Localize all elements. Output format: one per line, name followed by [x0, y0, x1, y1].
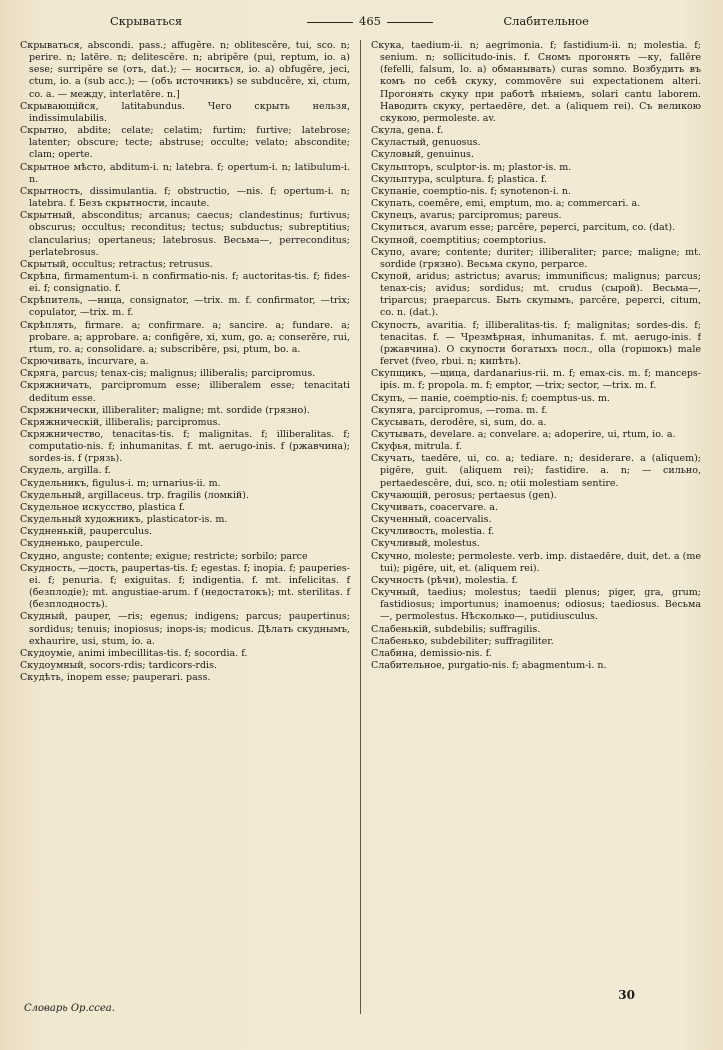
dictionary-entry: Скутывать, develare. a; convelare. a; adoperire, ui, rtum, io. a. [371, 429, 676, 440]
dictionary-entry: Слабительное, purgatio-nis. f; abagmentum-i. n. [371, 659, 607, 671]
header-number: 465 [359, 14, 381, 28]
dictionary-entry: Скрытно, abdite; celate; celatim; furtim; furtive; latebrose; latenter; obscure; tecte; abstruse; occulte; velato; abscondite; clam; operte. [20, 125, 350, 161]
dictionary-entry: Скряжнически, illiberaliter; maligne; mt. sordide (грязно). [20, 404, 310, 416]
dictionary-entry: Скупной, coemptitius; coemptorius. [371, 234, 547, 246]
dictionary-entry: Скучающій, perosus; pertaesus (gen). [371, 489, 557, 501]
dictionary-entry: Слабина, demissio-nis. f. [371, 647, 492, 659]
dictionary-entry: Скула, gena. f. [371, 125, 444, 137]
dictionary-entry: Скудельникъ, figulus-i. m; urnarius-ii. m. [20, 477, 221, 489]
column-divider [360, 40, 361, 1014]
dictionary-entry: Скрючивать, incurvare, a. [20, 356, 149, 368]
header-rule-left [307, 22, 353, 23]
dictionary-entry: Скудельное искусство, plastica f. [20, 501, 186, 513]
header-rule-right [387, 22, 433, 23]
dictionary-entry: Скудненькій, pauperculus. [20, 526, 153, 538]
dictionary-entry: Скупщикъ, —щица, dardanarius-rii. m. f; emax-cis. m. f; manceps-ipis. m. f; propola. m. f; emptor, —trix; sector, —trix. m. f. [371, 368, 701, 392]
dictionary-entry: Скудоуміе, animi imbecillitas-tis. f; socordia. f. [20, 647, 248, 659]
dictionary-entry: Слабенько, subdebiliter; suffragiliter. [371, 635, 554, 647]
signature-number: 30 [618, 988, 635, 1002]
dictionary-entry: Скудель, argilla. f. [20, 465, 111, 477]
dictionary-entry: Скупаніе, coemptio-nis. f; synotenon-i. n. [371, 185, 572, 197]
dictionary-entry: Скука, taedium-ii. n; aegrimonia. f; fastidium-ii. n; molestia. f; senium. n; sollicitudo-inis. f. Сномъ прогонять —ку, fallĕre (fefelli, falsum, lo. a) обманывать) curas somno. Возбудить въ комъ по себѣ скуку, commovēre sui expectationem alteri. Прогонять скуку при работѣ пѣніемъ, solari cantu laborem. Наводить скуку, pertaedēre, det. a (aliquem rei). Съ великою скукою, permoleste. av. [371, 40, 701, 124]
dictionary-entry: Скупецъ, avarus; parcipromus; pareus. [371, 210, 562, 222]
dictionary-entry: Скупиться, avarum esse; parcĕre, peperci, parcitum, co. (dat). [371, 222, 676, 234]
dictionary-entry: Скрывающійся, latitabundus. Чего скрыть нельзя, indissimulabilis. [20, 100, 350, 124]
dictionary-entry: Скуловый, genuinus. [371, 149, 474, 161]
dictionary-entry: Скупъ, — паніе, coemptio-nis. f; coemptus-us. m. [371, 392, 610, 404]
dictionary-entry: Скрѣплять, firmare. a; confirmare. a; sancire. a; fundare. a; probare. a; approbare. a; configĕre, xi, xum, go. a; conserĕre, rui, rtum, ro. a; consolidare. a; subscribĕre, psi, ptum, bo. a. [20, 319, 350, 355]
footer-note: Словарь Оp.ссеa. [24, 1003, 115, 1014]
dictionary-entry: Скрытный, absconditus; arcanus; caecus; clandestinus; furtivus; obscurus; occultus; reconditus; tectus; subductus; subreptitius; clancularius; opertaneus; latebrosus. Весьма—, perreconditus; perlatebrosus. [20, 210, 350, 258]
header-left-word: Скрываться [110, 14, 183, 28]
dictionary-entry: Скучливый, molestus. [371, 538, 480, 550]
dictionary-entry: Скупость, avaritia. f; illiberalitas-tis. f; malignitas; sordes-dis. f; tenacitas. f. — Чрезмѣрная, inhumanitas. f. mt. aerugo-inis. f (ржавчина). О скупости богатыхъ посл., olla (горшокъ) male fervet (fveo, rbui. n; кипѣть). [371, 319, 701, 368]
dictionary-entry: Скуфья, mitrula. f. [371, 441, 462, 453]
dictionary-entry: Скупой, aridus; astrictus; avarus; immunificus; malignus; parcus; tenax-cis; avidus; sordidus; mt. crudus (сырой). Весьма—, triparcus; praeparcus. Быть скупымъ, parcĕre, peperci, citum, co. n. (dat.). [371, 270, 701, 319]
dictionary-entry: Слабенькій, subdebilis; suffragilis. [371, 623, 541, 635]
dictionary-entry: Скряжничать, parcipromum esse; illiberalem esse; tenacitati deditum esse. [20, 380, 350, 404]
dictionary-entry: Скучно, moleste; permoleste. verb. imp. distaedēre, duit, det. a (me tui); pigēre, uit, et. (aliquem rei). [371, 550, 701, 574]
header-right-word: Слабительное [503, 14, 589, 28]
dictionary-entry: Скрѣпитель, —ница, consignator, —trix. m. f. confirmator, —trix; copulator, —trix. m. f. [20, 295, 350, 319]
columns [20, 40, 709, 1014]
dictionary-entry: Скучность (рѣчи), molestia. f. [371, 574, 518, 586]
dictionary-entry: Скупо, avare; contente; duriter; illiberaliter; parce; maligne; mt. sordide (грязно). Весьма скупо, perparce. [371, 246, 701, 270]
dictionary-entry: Скрытый, occultus; retractus; retrusus. [20, 258, 213, 270]
dictionary-entry: Скряжническій, illiberalis; parcipromus. [20, 416, 221, 428]
dictionary-entry: Скудность, —дость, paupertas-tis. f; egestas. f; inopia. f; pauperies-ei. f; penuria. f; exiguitas. f; indigentia. f. mt. infelicitas. f (безплодіе); mt. angustiae-arum. f (недостатокъ); mt. sterilitas. f (безплодность). [20, 562, 350, 611]
dictionary-entry: Скупать, coemĕre, emi, emptum, mo. a; commercari. a. [371, 198, 641, 210]
dictionary-entry: Скрытное мѣсто, abditum-i. n; latebra. f; opertum-i. n; latibulum-i. n. [20, 161, 350, 185]
dictionary-entry: Скрѣпа, firmamentum-i. n confirmatio-nis. f; auctoritas-tis. f; fides-ei. f; consignatio. f. [20, 270, 350, 295]
dictionary-entry: Скрытность, dissimulantia. f; obstructio, —nis. f; opertum-i. n; latebra. f. Безъ скрытности, incaute. [20, 185, 350, 210]
dictionary-entry: Скудный, pauper, —ris; egenus; indigens; parcus; paupertinus; sordidus; tenuis; inopiosus; inops-is; modicus. Дѣлать скуднымъ, exhaurire, usi, stum, io. a. [20, 611, 350, 647]
dictionary-entry: Скрываться, abscondi. pass.; affugĕre. n; oblitescĕre, tui, sco. n; perire. n; latēre. n; delitescĕre. n; abripĕre (pui, reptum, io. a) sese; surripĕre se (отъ, dat.); — носиться, io. a) obfugĕre, jeci, ctum, io. a (sub acc.); — (объ источникъ) se subducĕre, xi, ctum, co. a. — между, interlatēre. n.] [20, 40, 350, 100]
right-column [361, 40, 701, 1014]
page-header [20, 12, 707, 34]
dictionary-entry: Скудѣть, inopem esse; pauperari. pass. [20, 672, 211, 684]
header-page-number [290, 14, 450, 28]
dictionary-entry: Скучать, taedēre, ui, co. a; tediare. n; desiderare. a (aliquem); pigēre, guit. (aliquem rei); fastidire. a. n; — сильно, pertaedescĕre, dui, sco. n; otii molestiam sentire. [371, 453, 701, 489]
dictionary-entry: Скудоумный, socors-rdis; tardicors-rdis. [20, 659, 217, 671]
dictionary-entry: Скряжничество, tenacitas-tis. f; malignitas. f; illiberalitas. f; computatio-nis. f; inhumanitas. f. mt. aerugo-inis. f (ржавчина); sordes-is. f (грязь). [20, 429, 350, 465]
dictionary-entry: Скудельный художникъ, plasticator-is. m. [20, 514, 228, 526]
dictionary-entry: Скученный, coacervalis. [371, 514, 492, 526]
dictionary-entry: Скульпторъ, sculptor-is. m; plastor-is. m. [371, 161, 572, 173]
dictionary-entry: Скусывать, derodĕre, si, sum, do. a. [371, 416, 547, 428]
dictionary-entry: Скучивать, coacervare. a. [371, 501, 498, 513]
dictionary-entry: Скучный, taedius; molestus; taedii plenus; piger, gra, grum; fastidiosus; importunus; inamoenus; odiosus; taediosus. Весьма—, permolestus. Нѣсколько—, putidiusculus. [371, 587, 701, 623]
dictionary-entry: Скуластый, genuosus. [371, 137, 481, 149]
dictionary-entry: Скудненько, paupercule. [20, 538, 144, 550]
dictionary-entry: Скряга, parcus; tenax-cis; malignus; illiberalis; parcipromus. [20, 368, 316, 380]
dictionary-entry: Скудно, anguste; contente; exigue; restricte; sorbilo; parce [20, 550, 308, 562]
dictionary-entry: Скучливость, molestia. f. [371, 526, 495, 538]
left-column [20, 40, 360, 1014]
dictionary-entry: Скудельный, argillaceus. trp. fragilis (ломкій). [20, 489, 249, 501]
dictionary-entry: Скульптура, sculptura. f; plastica. f. [371, 173, 548, 185]
dictionary-entry: Скупяга, parcipromus, —roma. m. f. [371, 404, 548, 416]
